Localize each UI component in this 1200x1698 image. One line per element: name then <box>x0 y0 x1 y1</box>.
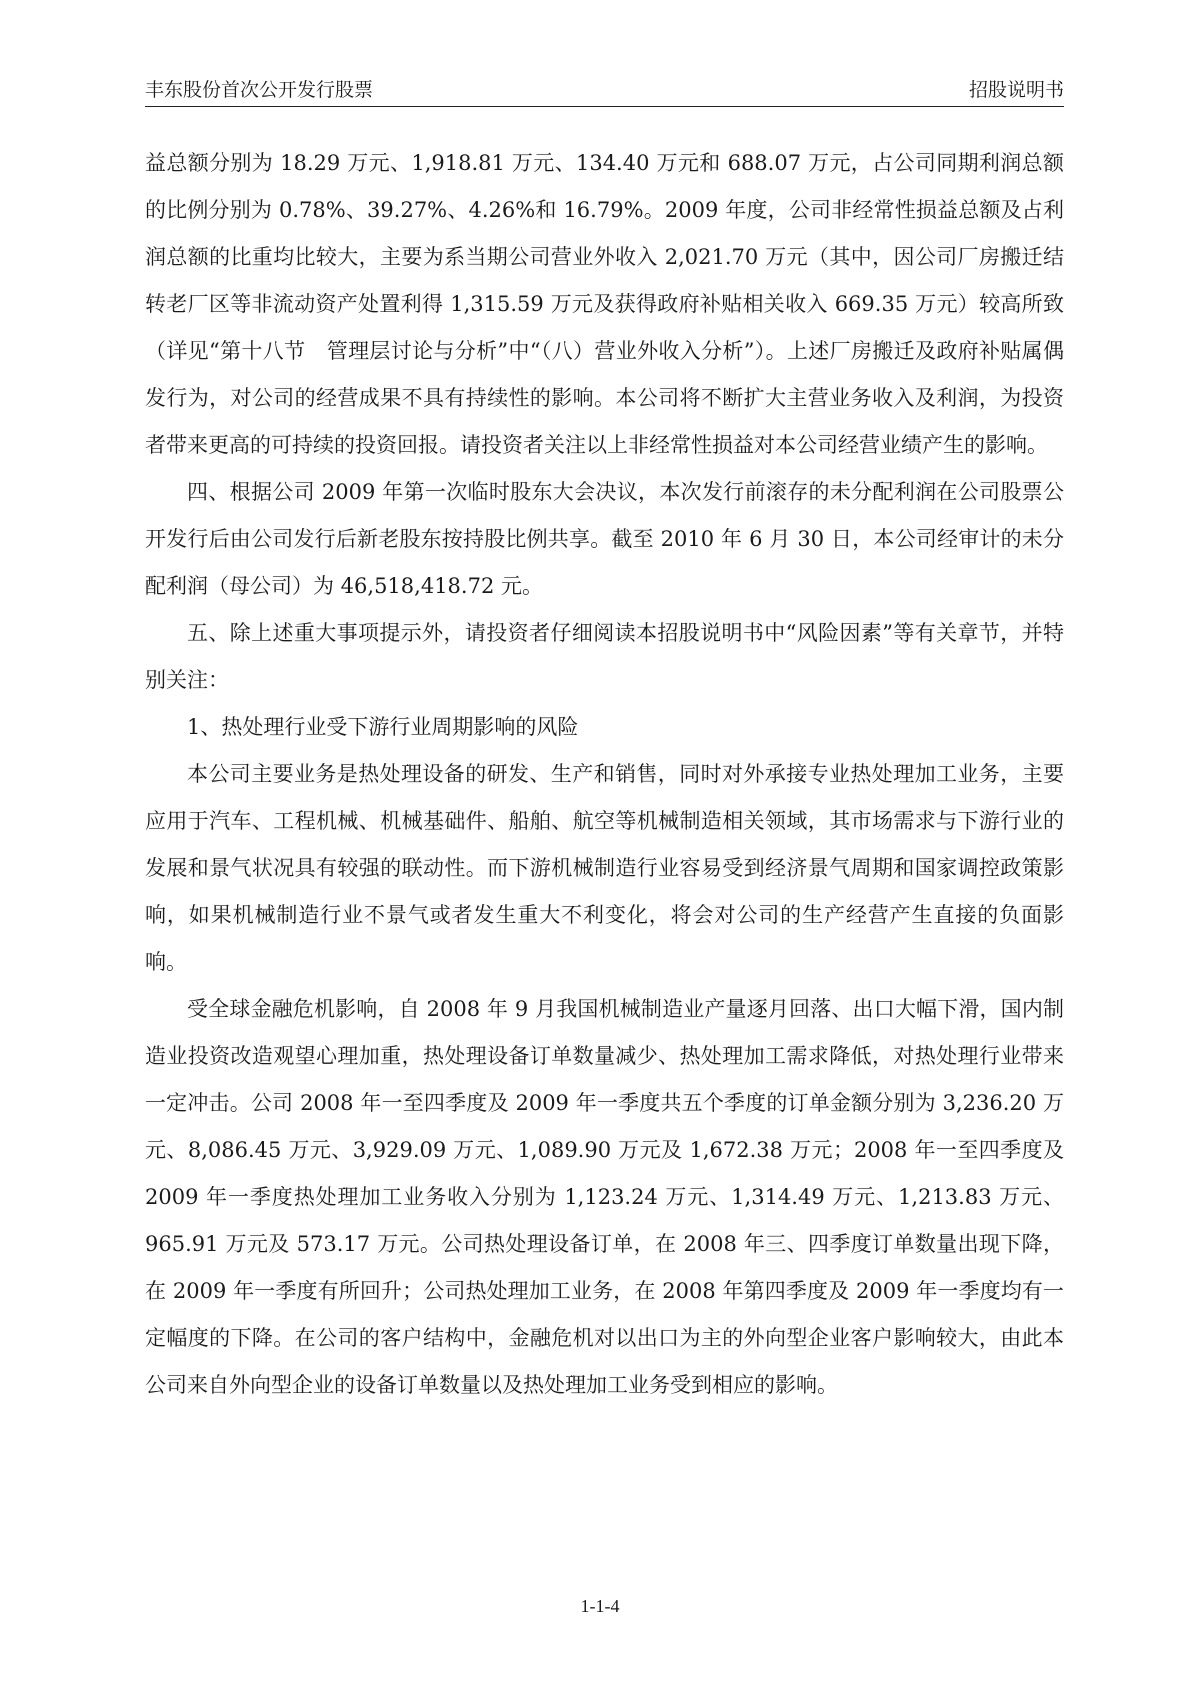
document-body <box>145 140 1064 1409</box>
page-header <box>145 72 1064 107</box>
paragraph-financial-crisis: 受全球金融危机影响，自 2008 年 9 月我国机械制造业产量逐月回落、出口大幅下滑，国内制造业投资改造观望心理加重，热处理设备订单数量减少、热处理加工需求降低，对热处理行业带来一定冲击。公司 2008 年一至四季度及 2009 年一季度共五个季度的订单金额分别为 3,236.20 万元、8,086.45 万元、3,929.09 万元、1,089.90 万元及 1,672.38 万元；2008 年一至四季度及 2009 年一季度热处理加工业务收入分别为 1,123.24 万元、1,314.49 万元、1,213.83 万元、965.91 万元及 573.17 万元。公司热处理设备订单，在 2008 年三、四季度订单数量出现下降，在 2009 年一季度有所回升；公司热处理加工业务，在 2008 年第四季度及 2009 年一季度均有一定幅度的下降。在公司的客户结构中，金融危机对以出口为主的外向型企业客户影响较大，由此本公司来自外向型企业的设备订单数量以及热处理加工业务受到相应的影响。 <box>145 997 1064 1397</box>
risk-heading: 1、热处理行业受下游行业周期影响的风险 <box>187 715 579 739</box>
page-number: 1-1-4 <box>580 1596 620 1616</box>
paragraph-item-five: 五、除上述重大事项提示外，请投资者仔细阅读本招股说明书中“风险因素”等有关章节，并特别关注： <box>145 621 1064 692</box>
header-document-type: 招股说明书 <box>968 79 1064 101</box>
paragraph-continued: 益总额分别为 18.29 万元、1,918.81 万元、134.40 万元和 688.07 万元，占公司同期利润总额的比例分别为 0.78%、39.27%、4.26%和 16.79%。2009 年度，公司非经常性损益总额及占利润总额的比重均比较大，主要为系当期公司营业外收入 2,021.70 万元（其中，因公司厂房搬迁结转老厂区等非流动资产处置利得 1,315.59 万元及获得政府补贴相关收入 669.35 万元）较高所致（详见“第十八节 管理层讨论与分析”中“（八）营业外收入分析”）。上述厂房搬迁及政府补贴属偶发行为，对公司的经营成果不具有持续性的影响。本公司将不断扩大主营业务收入及利润，为投资者带来更高的可持续的投资回报。请投资者关注以上非经常性损益对本公司经营业绩产生的影响。 <box>145 151 1064 457</box>
paragraph-business-risk: 本公司主要业务是热处理设备的研发、生产和销售，同时对外承接专业热处理加工业务，主要应用于汽车、工程机械、机械基础件、船舶、航空等机械制造相关领域，其市场需求与下游行业的发展和景气状况具有较强的联动性。而下游机械制造行业容易受到经济景气周期和国家调控政策影响，如果机械制造行业不景气或者发生重大不利变化，将会对公司的生产经营产生直接的负面影响。 <box>145 762 1064 974</box>
header-document-title: 丰东股份首次公开发行股票 <box>145 79 374 101</box>
paragraph-item-four: 四、根据公司 2009 年第一次临时股东大会决议，本次发行前滚存的未分配利润在公司股票公开发行后由公司发行后新老股东按持股比例共享。截至 2010 年 6 月 30 日，本公司经审计的未分配利润（母公司）为 46,518,418.72 元。 <box>145 480 1064 598</box>
